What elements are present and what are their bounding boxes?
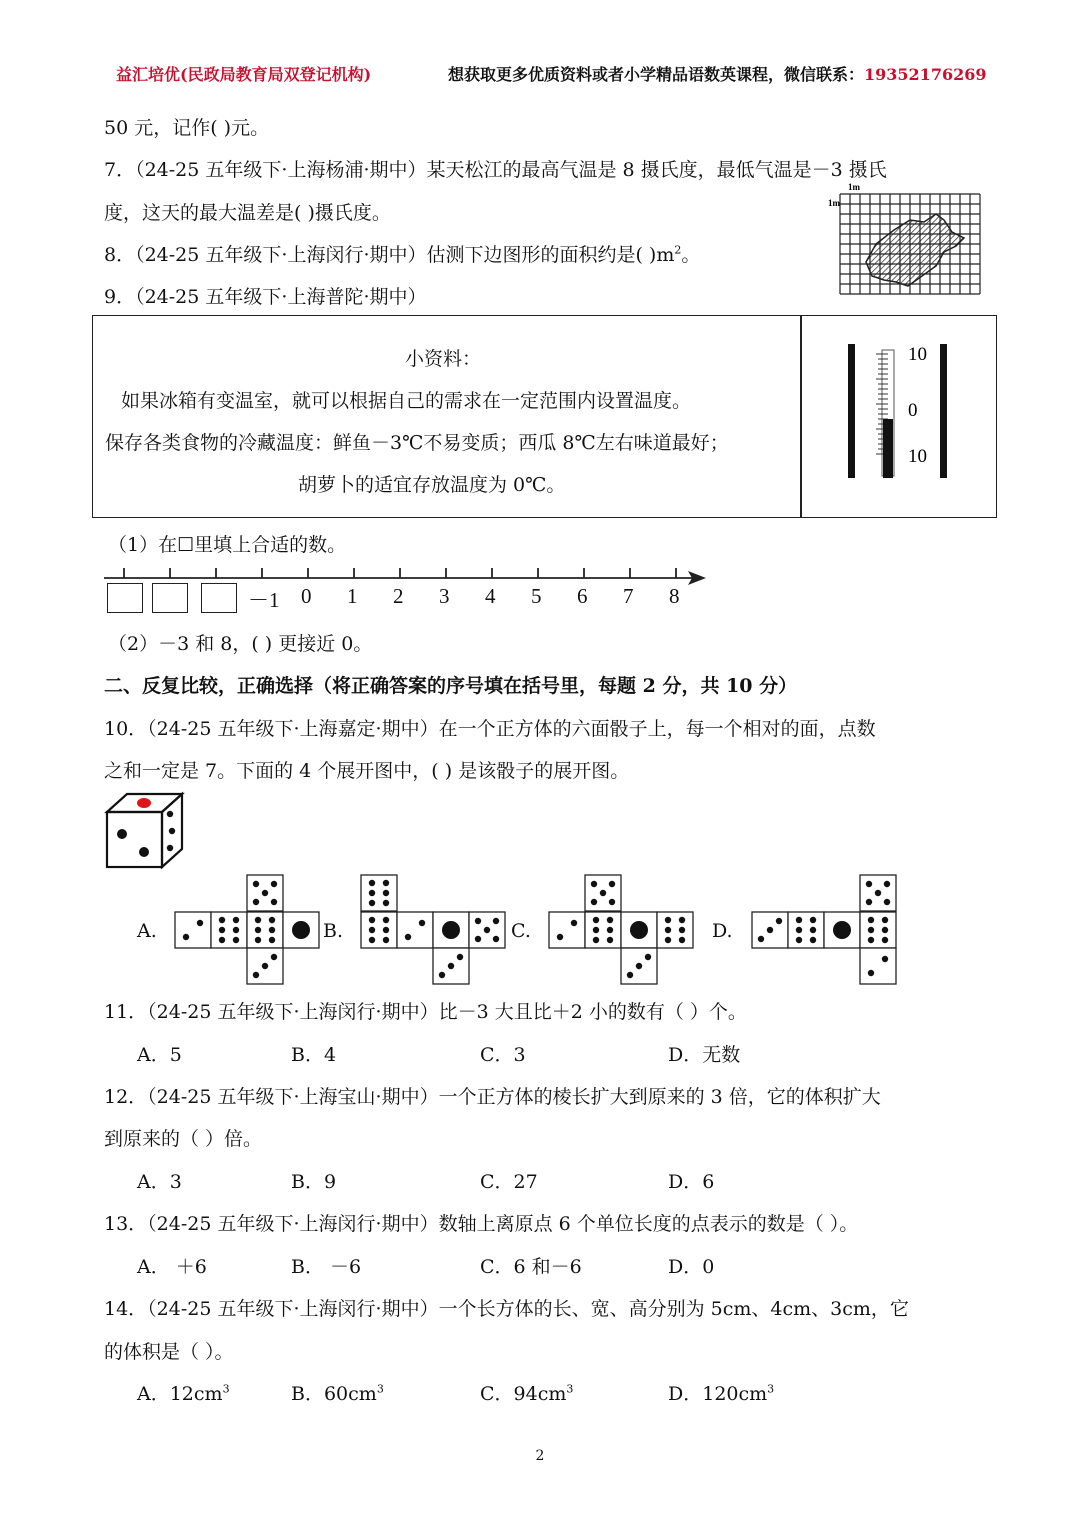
q13-option-d[interactable]: D．0 [668, 1256, 715, 1278]
net-d [752, 875, 896, 984]
q13-stem: 13．（24-25 五年级下·上海闵行·期中）数轴上离原点 6 个单位长度的点表示的数是（ ）。 [104, 1213, 859, 1235]
q7-line2: 度，这天的最大温差是( )摄氏度。 [104, 202, 391, 224]
nl-label-3: 3 [439, 584, 450, 608]
nl-label-6: 6 [577, 584, 588, 608]
q7-line1: 7．（24-25 五年级下·上海杨浦·期中）某天松江的最高气温是 8 摄氏度，最低气温是－3 摄氏 [104, 159, 887, 181]
q10-line2: 之和一定是 7。下面的 4 个展开图中，( ) 是该骰子的展开图。 [104, 760, 630, 782]
irregular-shape [866, 214, 964, 286]
q12-option-a[interactable]: A．3 [137, 1171, 182, 1193]
grid-label-left: 1m [828, 198, 840, 208]
q8-line [104, 240, 700, 267]
q13-option-b[interactable]: B． －6 [291, 1256, 362, 1278]
thermometer-mercury [883, 419, 893, 478]
q14-option-d[interactable] [668, 1379, 774, 1406]
info-p2: 保存各类食物的冷藏温度：鲜鱼－3℃不易变质；西瓜 8℃左右味道最好； [105, 432, 729, 454]
q14-option-c-text: C．94cm [480, 1383, 567, 1405]
header-contact [448, 62, 986, 85]
q9-part2: （2）－3 和 8，( ) 更接近 0。 [108, 633, 373, 655]
info-p1: 如果冰箱有变温室，就可以根据自己的需求在一定范围内设置温度。 [121, 390, 692, 412]
q14-option-b-text: B．60cm [291, 1383, 377, 1405]
number-line-blank-1[interactable] [107, 583, 143, 613]
q14-sup-d: 3 [767, 1382, 775, 1396]
q9-part1: （1）在☐里填上合适的数。 [108, 534, 347, 556]
header-contact-text: 想获取更多优质资料或者小学精品语数英课程，微信联系： [448, 65, 865, 84]
net-a [175, 875, 319, 984]
thermometer [838, 338, 958, 483]
q11-option-b[interactable]: B．4 [291, 1044, 337, 1066]
q14-sup-a: 3 [222, 1382, 230, 1396]
q8-sup: 2 [674, 243, 682, 257]
thermo-label-neg10: 10 [908, 446, 927, 467]
number-line-blank-3[interactable] [201, 583, 237, 613]
q13-option-c[interactable]: C．6 和－6 [480, 1256, 582, 1278]
q11-stem: 11．（24-25 五年级下·上海闵行·期中）比－3 大且比＋2 小的数有（ ）个。 [104, 1001, 747, 1023]
die-top-dot [137, 798, 151, 808]
info-p3: 胡萝卜的适宜存放温度为 0℃。 [298, 474, 566, 496]
number-line [100, 562, 712, 586]
grid-label-top: 1m [848, 182, 860, 192]
q12-option-d[interactable]: D．6 [668, 1171, 715, 1193]
q13-option-a[interactable]: A． ＋6 [137, 1256, 207, 1278]
nl-label-7: 7 [623, 584, 634, 608]
area-grid-figure [828, 180, 988, 300]
section2-title: 二、反复比较，正确选择（将正确答案的序号填在括号里，每题 2 分，共 10 分） [104, 675, 798, 697]
q14-line1: 14．（24-25 五年级下·上海闵行·期中）一个长方体的长、宽、高分别为 5cm、4cm、3cm，它 [104, 1298, 909, 1320]
nl-label-4: 4 [485, 584, 496, 608]
page-number: 2 [535, 1448, 545, 1464]
net-label-b[interactable]: B. [323, 920, 344, 942]
header-phone: 19352176269 [864, 65, 987, 84]
q11-option-a[interactable]: A．5 [137, 1044, 182, 1066]
info-title: 小资料： [405, 348, 482, 370]
q14-option-c[interactable] [480, 1379, 573, 1406]
net-c [549, 875, 693, 984]
dice-3d [100, 790, 190, 872]
nl-label-2: 2 [393, 584, 404, 608]
q12-line2: 到原来的（ ）倍。 [104, 1128, 263, 1150]
q14-option-b[interactable] [291, 1379, 384, 1406]
q12-option-c[interactable]: C．27 [480, 1171, 538, 1193]
net-b [361, 875, 505, 984]
q10-line1: 10．（24-25 五年级下·上海嘉定·期中）在一个正方体的六面骰子上，每一个相对的面，点数 [104, 718, 876, 740]
q14-option-d-text: D．120cm [668, 1383, 768, 1405]
q11-option-c[interactable]: C．3 [480, 1044, 526, 1066]
q8-end: 。 [681, 244, 701, 266]
nl-label-5: 5 [531, 584, 542, 608]
net-label-d[interactable]: D. [712, 920, 733, 942]
q14-option-a-text: A．12cm [137, 1383, 223, 1405]
q14-line2: 的体积是（ ）。 [104, 1341, 234, 1363]
header-org: 益汇培优(民政局教育局双登记机构) [116, 65, 372, 84]
q8-text: 8．（24-25 五年级下·上海闵行·期中）估测下边图形的面积约是( )m [104, 244, 675, 266]
q12-option-b[interactable]: B．9 [291, 1171, 337, 1193]
continued-line: 50 元，记作( )元。 [104, 117, 270, 139]
info-box [92, 315, 997, 518]
number-line-blank-2[interactable] [152, 583, 188, 613]
q14-sup-c: 3 [566, 1382, 574, 1396]
q11-option-d[interactable]: D．无数 [668, 1044, 741, 1066]
thermo-label-10: 10 [908, 344, 927, 365]
q14-option-a[interactable] [137, 1379, 230, 1406]
thermo-label-0: 0 [908, 400, 918, 421]
q9-line: 9．（24-25 五年级下·上海普陀·期中） [104, 286, 427, 308]
nl-label-0: 0 [301, 584, 312, 608]
net-label-a[interactable]: A. [137, 920, 157, 942]
nl-label-8: 8 [669, 584, 680, 608]
info-box-divider [800, 316, 802, 517]
nl-label-neg1: －1 [248, 588, 280, 612]
nl-label-1: 1 [347, 584, 358, 608]
q12-line1: 12．（24-25 五年级下·上海宝山·期中）一个正方体的棱长扩大到原来的 3 倍，它的体积扩大 [104, 1086, 881, 1108]
q14-sup-b: 3 [376, 1382, 384, 1396]
net-label-c[interactable]: C. [511, 920, 531, 942]
